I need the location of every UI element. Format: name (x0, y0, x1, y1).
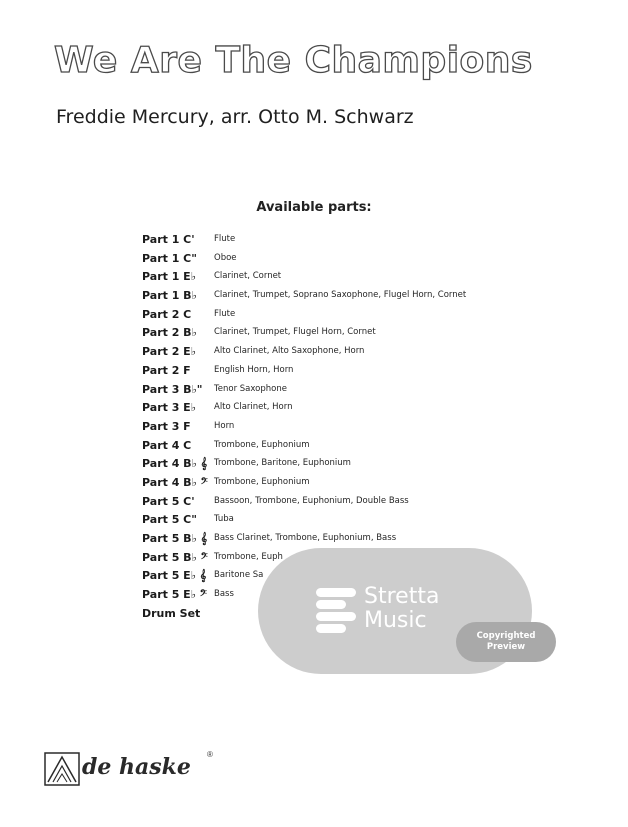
part-name: Part 5 E♭ 𝄢 (142, 588, 207, 602)
part-name: Part 5 C" (142, 513, 197, 527)
watermark-brand-line2: Music (364, 608, 427, 633)
part-instruments: Bass Clarinet, Trombone, Euphonium, Bass (214, 533, 397, 543)
part-instruments: Trombone, Baritone, Euphonium (214, 458, 351, 469)
part-row (142, 439, 582, 458)
part-row (142, 326, 582, 345)
part-instruments: Tenor Saxophone (214, 383, 287, 394)
part-row (142, 513, 582, 532)
part-row (142, 233, 582, 252)
part-name: Part 3 E♭ (142, 401, 196, 415)
part-name: Part 1 C" (142, 251, 197, 265)
available-parts-heading: Available parts: (256, 200, 372, 215)
badge-line2: Preview (486, 642, 526, 652)
part-instruments: Alto Clarinet, Horn (214, 402, 293, 413)
part-name: Part 1 C' (142, 233, 195, 246)
part-name: Part 3 F (142, 419, 191, 433)
part-instruments: Baritone Sa (214, 570, 264, 581)
part-name: Part 2 E♭ (142, 345, 196, 359)
part-name: Part 5 B♭ 𝄞 (142, 532, 208, 545)
part-instruments: Clarinet, Cornet (214, 271, 282, 282)
watermark-brand (364, 585, 439, 633)
copyright-preview-badge (456, 622, 556, 662)
publisher-logo (44, 748, 224, 788)
part-instruments: Tuba (214, 514, 234, 525)
composer-credit: Freddie Mercury, arr. Otto M. Schwarz (56, 106, 414, 128)
watermark-brand-line1: Stretta (364, 584, 440, 609)
part-instruments: Clarinet, Trumpet, Soprano Saxophone, Flugel Horn, Cornet (214, 290, 467, 301)
part-row (142, 383, 582, 402)
publisher-name: de haske (82, 754, 191, 780)
score-title: We Are The Champions (54, 40, 533, 81)
part-instruments: Clarinet, Trumpet, Flugel Horn, Cornet (214, 327, 376, 338)
part-row (142, 270, 582, 289)
part-name: Part 4 C (142, 438, 192, 452)
part-name: Part 1 E♭ (142, 270, 196, 284)
part-name: Part 4 B♭ 𝄞 (142, 457, 208, 471)
part-instruments: Trombone, Euphonium (214, 439, 310, 450)
part-name: Part 5 E♭ 𝄞 (142, 569, 207, 583)
part-row (142, 252, 582, 271)
part-row (142, 401, 582, 420)
part-instruments: Trombone, Euph (214, 551, 283, 562)
part-name: Part 5 C' (142, 494, 195, 508)
part-instruments: Trombone, Euphonium (214, 476, 310, 487)
part-row (142, 420, 582, 439)
part-name: Part 2 B♭ (142, 326, 197, 340)
part-name: Part 5 B♭ 𝄢 (142, 550, 208, 564)
part-instruments: Bassoon, Trombone, Euphonium, Double Bass (214, 495, 409, 506)
part-instruments: Alto Clarinet, Alto Saxophone, Horn (214, 346, 365, 357)
part-instruments: Oboe (214, 252, 237, 263)
part-name: Part 2 C (142, 307, 192, 321)
part-row (142, 345, 582, 364)
dehaske-logo-icon (44, 752, 80, 786)
part-row (142, 457, 582, 476)
badge-line1: Copyrighted (476, 631, 536, 641)
part-name: Part 3 B♭" (142, 382, 203, 396)
part-instruments: Flute (214, 308, 236, 319)
part-row (142, 476, 582, 495)
part-name: Part 4 B♭ 𝄢 (142, 475, 208, 489)
part-row (142, 289, 582, 308)
part-name: Part 2 F (142, 363, 191, 377)
stretta-logo-icon (316, 588, 356, 632)
part-row (142, 495, 582, 514)
part-instruments: English Horn, Horn (214, 364, 294, 375)
part-name: Drum Set (142, 606, 201, 620)
part-instruments: Flute (214, 234, 236, 244)
part-instruments: Bass (214, 589, 234, 600)
part-instruments: Horn (214, 420, 235, 431)
part-name: Part 1 B♭ (142, 289, 197, 303)
part-row (142, 308, 582, 327)
registered-mark: ® (207, 750, 213, 759)
stretta-watermark (258, 548, 536, 674)
part-row (142, 364, 582, 383)
